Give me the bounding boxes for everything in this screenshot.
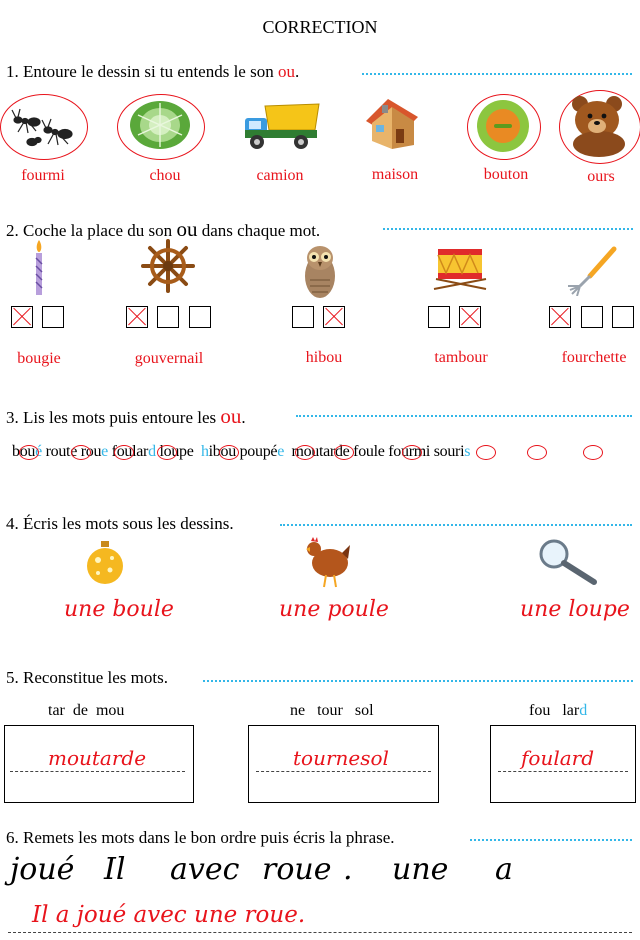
ex3-dotted-line [296, 415, 632, 417]
ex3-word: foule [353, 443, 385, 460]
ex3-sound: ou [220, 404, 242, 428]
ex1-word-ours: ours [587, 168, 615, 185]
ex1-word-chou: chou [149, 167, 181, 184]
checkbox-empty[interactable] [581, 306, 603, 328]
ex3-word: moutarde [291, 443, 350, 460]
writing-line [256, 771, 431, 772]
checkbox-empty[interactable] [42, 306, 64, 328]
ex3-word: hibou [200, 443, 236, 460]
ex1-word-bouton: bouton [483, 166, 529, 183]
ants-icon [4, 100, 80, 157]
ex3-word: route [45, 443, 78, 460]
writing-line [498, 771, 628, 772]
ex6-dotted-line [470, 839, 632, 841]
ex2-suffix: dans chaque mot. [197, 221, 321, 240]
scrambled-word: avec [170, 852, 240, 887]
scrambled-word: a [495, 852, 513, 887]
fork-icon [566, 246, 618, 301]
ex5-answer[interactable]: tournesol [293, 746, 389, 770]
ou-circle [334, 445, 354, 460]
ou-circle [157, 445, 177, 460]
ex2-word-hibou: hibou [305, 349, 343, 366]
ex4-answer: une boule [64, 597, 174, 622]
ou-circle [402, 445, 422, 460]
cabbage-icon [128, 99, 192, 156]
button-icon [474, 98, 532, 159]
owl-icon [300, 240, 340, 307]
house-icon [362, 93, 422, 158]
checkbox-empty[interactable] [428, 306, 450, 328]
ex1-sound: ou [277, 62, 295, 81]
writing-line [8, 932, 632, 933]
ball-ornament-icon [84, 540, 126, 591]
ou-circle [295, 445, 315, 460]
writing-line [10, 771, 185, 772]
ex3-word: fourmi [388, 443, 431, 460]
ex4-answer: une loupe [520, 597, 630, 622]
ex4-dotted-line [280, 524, 632, 526]
page-title: CORRECTION [262, 17, 378, 37]
ex1-dotted-line [362, 73, 632, 75]
scrambled-word: Il [104, 852, 126, 887]
ex3-word: loupe [159, 443, 194, 460]
ex3-word: foulard [111, 443, 156, 460]
ex1-prefix: 1. Entoure le dessin si tu entends le son [6, 62, 278, 81]
ou-circle [19, 445, 39, 460]
ex3-word: roue [80, 443, 108, 460]
ou-circle [583, 445, 603, 460]
checkbox-checked[interactable] [323, 306, 345, 328]
ship-wheel-icon [141, 239, 195, 298]
syllables-group: fou lard [529, 702, 588, 719]
ex2-word-tambour: tambour [434, 349, 488, 366]
ou-circle [71, 445, 91, 460]
ex3-word: poupée [239, 443, 285, 460]
ex2-word-bougie: bougie [17, 350, 61, 367]
ex3-word: souris [433, 443, 471, 460]
ex5-answer[interactable]: moutarde [48, 746, 147, 770]
ou-circle [219, 445, 239, 460]
ex5-instruction: 5. Reconstitue les mots. [6, 668, 168, 687]
ou-circle [114, 445, 134, 460]
ex4-instruction: 4. Écris les mots sous les dessins. [6, 514, 234, 533]
checkbox-checked[interactable] [459, 306, 481, 328]
ex2-sound: ou [176, 217, 198, 241]
ex2-prefix: 2. Coche la place du son [6, 221, 177, 240]
checkbox-checked[interactable] [11, 306, 33, 328]
ex2-word-gouvernail: gouvernail [134, 350, 204, 367]
ex6-answer[interactable]: Il a joué avec une roue. [32, 902, 306, 928]
bear-icon [566, 92, 632, 163]
checkbox-empty[interactable] [612, 306, 634, 328]
ex5-dotted-line [203, 680, 633, 682]
candle-icon [31, 238, 47, 303]
ex2-word-fourchette: fourchette [561, 349, 627, 366]
ex1-word-fourmi: fourmi [21, 167, 65, 184]
scrambled-word: joué [10, 852, 75, 887]
ex5-answer[interactable]: foulard [521, 746, 595, 770]
ex1-word-maison: maison [371, 166, 419, 183]
scrambled-word: roue [262, 852, 332, 887]
drum-icon [432, 245, 488, 298]
ex3-prefix: 3. Lis les mots puis entoure les [6, 408, 221, 427]
ou-circle [527, 445, 547, 460]
magnifier-icon [536, 538, 600, 591]
ex4-answer: une poule [279, 597, 389, 622]
checkbox-empty[interactable] [157, 306, 179, 328]
ex3-word: boué [12, 443, 42, 460]
ex2-dotted-line [383, 228, 633, 230]
scrambled-word: . [343, 852, 353, 887]
ex6-instruction: 6. Remets les mots dans le bon ordre puis écris la phrase. [6, 828, 395, 847]
checkbox-empty[interactable] [189, 306, 211, 328]
syllables-group: ne tour sol [290, 702, 374, 719]
syllables-group: tar de mou [48, 702, 125, 719]
checkbox-empty[interactable] [292, 306, 314, 328]
ou-circle [476, 445, 496, 460]
checkbox-checked[interactable] [126, 306, 148, 328]
scrambled-word: une [392, 852, 449, 887]
ex1-suffix: . [294, 62, 300, 81]
ex1-instruction [6, 62, 299, 82]
checkbox-checked[interactable] [549, 306, 571, 328]
hen-icon [302, 535, 352, 594]
ex3-instruction [6, 404, 246, 429]
truck-icon [241, 100, 321, 157]
ex3-suffix: . [241, 408, 246, 427]
ex1-word-camion: camion [256, 167, 304, 184]
